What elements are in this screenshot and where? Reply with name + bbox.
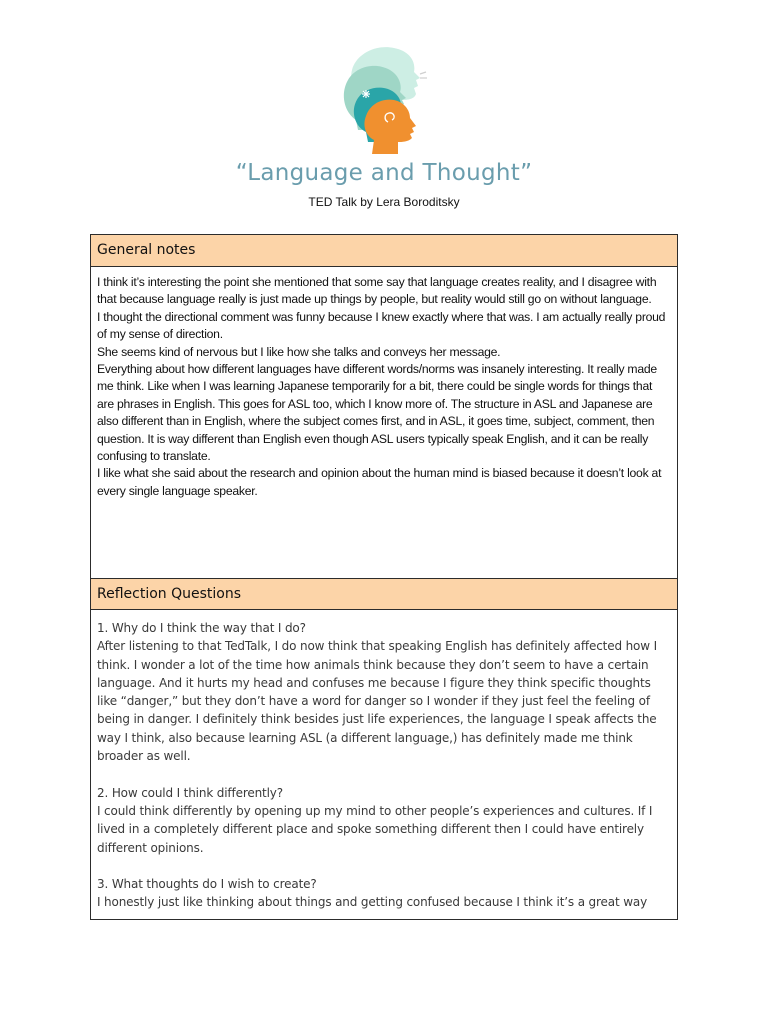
reflection-body (91, 610, 677, 919)
heads-silhouette-icon (336, 42, 432, 154)
answer-2: I could think differently by opening up my mind to other people’s experiences and cultures. If I lived in a completely different place and spoke something different then I could have entirely different opinions. (97, 803, 653, 855)
page-subtitle: TED Talk by Lera Boroditsky (308, 195, 460, 209)
answer-3: I honestly just like thinking about things and getting confused because I think it’s a great way (97, 895, 648, 910)
note-paragraph: I like what she said about the research and opinion about the human mind is biased because it doesn’t look at every single language speaker. (97, 466, 662, 498)
general-notes-heading: General notes (91, 235, 677, 267)
note-paragraph: I thought the directional comment was funny because I knew exactly where that was. I am actually really proud of my sense of direction. (97, 309, 666, 342)
question-3: 3. What thoughts do I wish to create? (97, 877, 317, 892)
general-notes-body (91, 267, 677, 578)
page-title: “Language and Thought” (235, 160, 533, 186)
question-2: 2. How could I think differently? (97, 785, 283, 800)
answer-1: After listening to that TedTalk, I do now think that speaking English has definitely affected how I think. I wonder a lot of the time how animals think because they don’t seem to have a certain language. And it hurts my head and confuses me because I figure they think specific thoughts like “danger,” but they don’t have a word for danger so I wonder if they just feel the feeling of being in danger. I definitely think besides just life experiences, the language I speak affects the way I think, also because learning ASL (a different language,) has definitely made me think broader as well. (97, 639, 657, 764)
reflection-heading: Reflection Questions (91, 578, 677, 610)
notes-table (90, 234, 678, 920)
note-paragraph: She seems kind of nervous but I like how she talks and conveys her message. (97, 344, 501, 359)
note-paragraph: Everything about how different languages have different words/norms was insanely interesting. It really made me think. Like when I was learning Japanese temporarily for a bit, there could be single words for things that are phrases in English. This goes for ASL too, which I know more of. The structure in ASL and Japanese are also different than in English, where the subject comes first, and in ASL, it goes time, subject, comment, then question. It is way different than English even though ASL users typically speak English, and it can be really confusing to translate. (97, 362, 657, 464)
question-1: 1. Why do I think the way that I do? (97, 621, 306, 635)
note-paragraph: I think it’s interesting the point she mentioned that some say that language creates reality, and I disagree with that because language really is just made up things by people, but reality would still go on without language. (97, 275, 657, 307)
